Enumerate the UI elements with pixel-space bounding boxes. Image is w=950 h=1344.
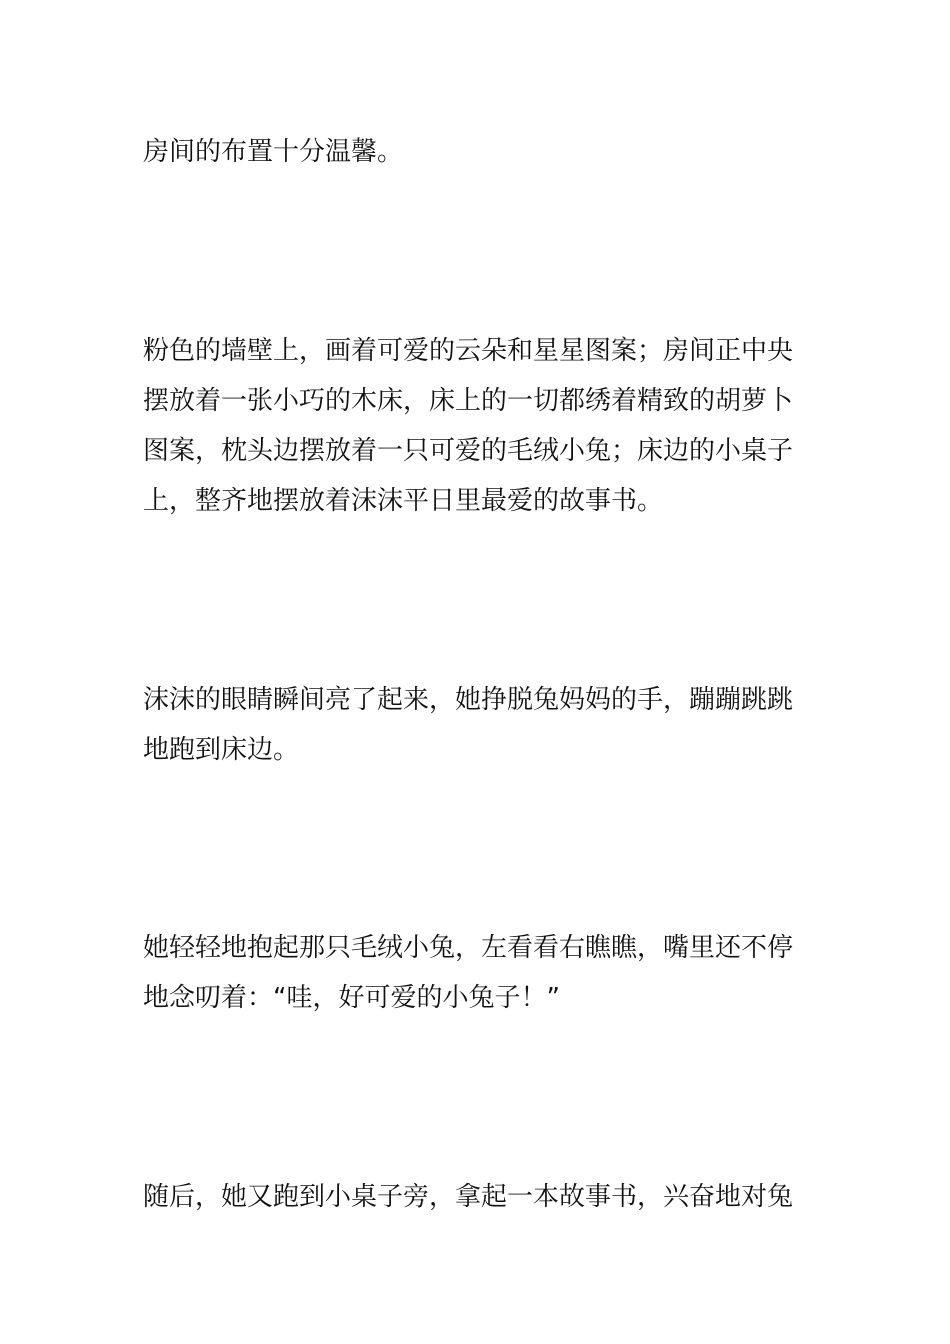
text-line: 她轻轻地抱起那只毛绒小兔，左看看右瞧瞧，嘴里还不停	[143, 933, 794, 963]
paragraph-2	[143, 326, 813, 526]
text-line: 摆放着一张小巧的木床，床上的一切都绣着精致的胡萝卜	[143, 386, 794, 416]
paragraph-1	[143, 127, 813, 177]
text-line: 粉色的墙壁上，画着可爱的云朵和星星图案；房间正中央	[143, 336, 794, 366]
text-line: 沫沫的眼睛瞬间亮了起来，她挣脱兔妈妈的手，蹦蹦跳跳	[143, 685, 794, 715]
text-line: 地跑到床边。	[143, 735, 300, 765]
text-line: 房间的布置十分温馨。	[143, 137, 404, 167]
paragraph-4	[143, 923, 813, 1023]
paragraph-3	[143, 675, 813, 775]
text-line: 随后，她又跑到小桌子旁，拿起一本故事书，兴奋地对兔	[143, 1182, 794, 1212]
text-line: 图案，枕头边摆放着一只可爱的毛绒小兔；床边的小桌子	[143, 436, 794, 466]
text-line: 地念叨着：“哇，好可爱的小兔子！”	[143, 983, 560, 1013]
text-line: 上，整齐地摆放着沫沫平日里最爱的故事书。	[143, 486, 664, 516]
paragraph-5	[143, 1172, 813, 1222]
